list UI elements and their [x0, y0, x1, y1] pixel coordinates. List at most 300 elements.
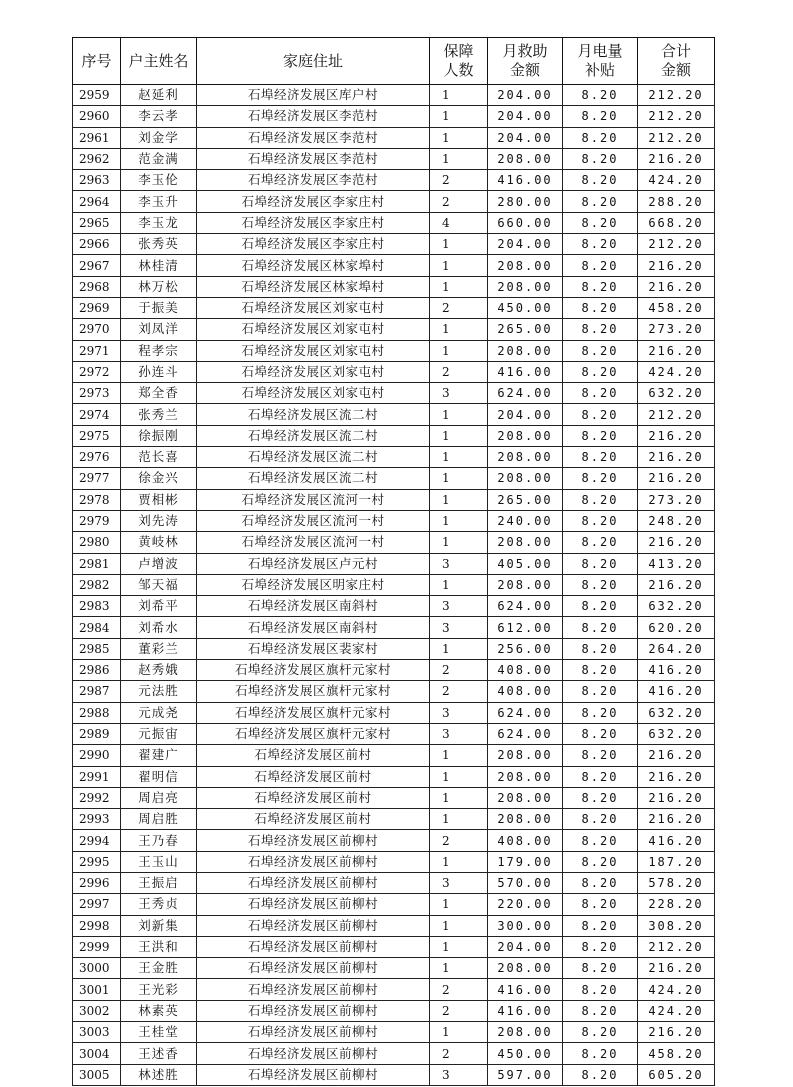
cell-total: 458.20	[638, 297, 715, 318]
cell-address: 石埠经济发展区林家埠村	[197, 255, 430, 276]
table-row	[73, 212, 715, 233]
cell-householder: 元法胜	[121, 681, 197, 702]
cell-power-subsidy: 8.20	[563, 830, 638, 851]
table-row	[73, 574, 715, 595]
cell-address: 石埠经济发展区流二村	[197, 425, 430, 446]
cell-total: 632.20	[638, 723, 715, 744]
cell-relief: 208.00	[488, 447, 563, 468]
cell-address: 石埠经济发展区前柳村	[197, 1064, 430, 1085]
cell-address: 石埠经济发展区前柳村	[197, 1043, 430, 1064]
cell-householder: 王乃春	[121, 830, 197, 851]
cell-address: 石埠经济发展区李家庄村	[197, 191, 430, 212]
cell-relief: 416.00	[488, 361, 563, 382]
cell-persons: 1	[430, 340, 488, 361]
cell-total: 458.20	[638, 1043, 715, 1064]
cell-total: 216.20	[638, 255, 715, 276]
table-row	[73, 617, 715, 638]
table-row	[73, 958, 715, 979]
cell-persons: 2	[430, 361, 488, 382]
cell-persons: 1	[430, 319, 488, 340]
cell-householder: 卢增波	[121, 553, 197, 574]
cell-relief: 208.00	[488, 340, 563, 361]
cell-total: 288.20	[638, 191, 715, 212]
cell-total: 668.20	[638, 212, 715, 233]
table-row	[73, 340, 715, 361]
cell-persons: 1	[430, 915, 488, 936]
cell-householder: 董彩兰	[121, 638, 197, 659]
cell-power-subsidy: 8.20	[563, 85, 638, 106]
cell-seq: 2993	[73, 809, 121, 830]
cell-householder: 赵秀娥	[121, 660, 197, 681]
cell-seq: 2997	[73, 894, 121, 915]
cell-total: 216.20	[638, 425, 715, 446]
cell-total: 212.20	[638, 234, 715, 255]
cell-householder: 刘希水	[121, 617, 197, 638]
table-row	[73, 447, 715, 468]
cell-persons: 1	[430, 510, 488, 531]
cell-relief: 208.00	[488, 787, 563, 808]
cell-power-subsidy: 8.20	[563, 702, 638, 723]
cell-persons: 1	[430, 447, 488, 468]
relief-table	[72, 37, 715, 1086]
cell-relief: 208.00	[488, 766, 563, 787]
cell-power-subsidy: 8.20	[563, 915, 638, 936]
cell-total: 187.20	[638, 851, 715, 872]
table-row	[73, 1064, 715, 1085]
cell-address: 石埠经济发展区前柳村	[197, 894, 430, 915]
cell-seq: 2981	[73, 553, 121, 574]
cell-householder: 刘金学	[121, 127, 197, 148]
cell-total: 216.20	[638, 766, 715, 787]
cell-seq: 2975	[73, 425, 121, 446]
cell-seq: 2962	[73, 148, 121, 169]
cell-total: 212.20	[638, 106, 715, 127]
cell-relief: 240.00	[488, 510, 563, 531]
cell-persons: 1	[430, 234, 488, 255]
cell-relief: 300.00	[488, 915, 563, 936]
cell-relief: 204.00	[488, 234, 563, 255]
table-row	[73, 489, 715, 510]
cell-seq: 3005	[73, 1064, 121, 1085]
cell-relief: 208.00	[488, 468, 563, 489]
cell-relief: 208.00	[488, 745, 563, 766]
table-row	[73, 1000, 715, 1021]
cell-householder: 周启胜	[121, 809, 197, 830]
table-row	[73, 766, 715, 787]
cell-seq: 2966	[73, 234, 121, 255]
table-row	[73, 361, 715, 382]
cell-seq: 2989	[73, 723, 121, 744]
cell-seq: 2971	[73, 340, 121, 361]
cell-seq: 2965	[73, 212, 121, 233]
cell-persons: 1	[430, 787, 488, 808]
cell-persons: 2	[430, 297, 488, 318]
header-seq: 序号	[73, 38, 121, 85]
cell-power-subsidy: 8.20	[563, 745, 638, 766]
cell-persons: 1	[430, 766, 488, 787]
table-row	[73, 894, 715, 915]
table-row	[73, 106, 715, 127]
cell-seq: 2996	[73, 872, 121, 893]
cell-persons: 1	[430, 936, 488, 957]
cell-relief: 624.00	[488, 596, 563, 617]
cell-seq: 2976	[73, 447, 121, 468]
cell-persons: 1	[430, 127, 488, 148]
cell-relief: 280.00	[488, 191, 563, 212]
cell-address: 石埠经济发展区旗杆元家村	[197, 702, 430, 723]
cell-total: 424.20	[638, 170, 715, 191]
cell-address: 石埠经济发展区刘家屯村	[197, 340, 430, 361]
cell-seq: 2985	[73, 638, 121, 659]
cell-address: 石埠经济发展区前柳村	[197, 1022, 430, 1043]
table-row	[73, 510, 715, 531]
cell-seq: 2987	[73, 681, 121, 702]
cell-seq: 3002	[73, 1000, 121, 1021]
cell-relief: 416.00	[488, 1000, 563, 1021]
cell-householder: 李玉伦	[121, 170, 197, 191]
header-total: 合计 金额	[638, 38, 715, 85]
cell-householder: 孙连斗	[121, 361, 197, 382]
cell-address: 石埠经济发展区旗杆元家村	[197, 723, 430, 744]
cell-persons: 2	[430, 681, 488, 702]
cell-relief: 208.00	[488, 276, 563, 297]
cell-persons: 1	[430, 148, 488, 169]
cell-householder: 张秀英	[121, 234, 197, 255]
cell-address: 石埠经济发展区李家庄村	[197, 212, 430, 233]
cell-relief: 405.00	[488, 553, 563, 574]
cell-address: 石埠经济发展区前村	[197, 809, 430, 830]
cell-householder: 林万松	[121, 276, 197, 297]
cell-householder: 李玉升	[121, 191, 197, 212]
table-body	[73, 85, 715, 1086]
cell-address: 石埠经济发展区刘家屯村	[197, 297, 430, 318]
cell-total: 216.20	[638, 447, 715, 468]
cell-seq: 3003	[73, 1022, 121, 1043]
cell-relief: 570.00	[488, 872, 563, 893]
cell-seq: 2980	[73, 532, 121, 553]
cell-power-subsidy: 8.20	[563, 532, 638, 553]
cell-relief: 220.00	[488, 894, 563, 915]
cell-power-subsidy: 8.20	[563, 872, 638, 893]
cell-address: 石埠经济发展区前柳村	[197, 851, 430, 872]
cell-relief: 179.00	[488, 851, 563, 872]
cell-total: 216.20	[638, 468, 715, 489]
cell-householder: 李云孝	[121, 106, 197, 127]
table-header	[73, 38, 715, 85]
cell-power-subsidy: 8.20	[563, 809, 638, 830]
cell-power-subsidy: 8.20	[563, 255, 638, 276]
cell-power-subsidy: 8.20	[563, 851, 638, 872]
cell-householder: 徐振刚	[121, 425, 197, 446]
cell-persons: 3	[430, 723, 488, 744]
cell-total: 424.20	[638, 979, 715, 1000]
cell-persons: 3	[430, 702, 488, 723]
cell-total: 632.20	[638, 596, 715, 617]
cell-householder: 邹天福	[121, 574, 197, 595]
cell-seq: 2986	[73, 660, 121, 681]
cell-total: 308.20	[638, 915, 715, 936]
table-row	[73, 425, 715, 446]
cell-address: 石埠经济发展区刘家屯村	[197, 383, 430, 404]
cell-householder: 林素英	[121, 1000, 197, 1021]
table-row	[73, 830, 715, 851]
cell-householder: 王金胜	[121, 958, 197, 979]
cell-persons: 1	[430, 276, 488, 297]
header-relief: 月救助 金额	[488, 38, 563, 85]
cell-address: 石埠经济发展区流河一村	[197, 510, 430, 531]
cell-persons: 2	[430, 979, 488, 1000]
cell-seq: 2992	[73, 787, 121, 808]
cell-address: 石埠经济发展区流河一村	[197, 532, 430, 553]
cell-seq: 2974	[73, 404, 121, 425]
table-row	[73, 532, 715, 553]
table-row	[73, 936, 715, 957]
cell-relief: 204.00	[488, 404, 563, 425]
cell-relief: 204.00	[488, 106, 563, 127]
cell-address: 石埠经济发展区裴家村	[197, 638, 430, 659]
cell-persons: 2	[430, 191, 488, 212]
cell-power-subsidy: 8.20	[563, 638, 638, 659]
header-name: 户主姓名	[121, 38, 197, 85]
cell-power-subsidy: 8.20	[563, 596, 638, 617]
cell-relief: 208.00	[488, 425, 563, 446]
cell-householder: 贾相彬	[121, 489, 197, 510]
cell-persons: 1	[430, 745, 488, 766]
cell-relief: 624.00	[488, 702, 563, 723]
cell-relief: 408.00	[488, 830, 563, 851]
cell-power-subsidy: 8.20	[563, 681, 638, 702]
cell-power-subsidy: 8.20	[563, 340, 638, 361]
cell-seq: 2978	[73, 489, 121, 510]
cell-address: 石埠经济发展区前柳村	[197, 872, 430, 893]
cell-address: 石埠经济发展区李家庄村	[197, 234, 430, 255]
cell-total: 212.20	[638, 85, 715, 106]
table-row	[73, 1022, 715, 1043]
cell-total: 216.20	[638, 809, 715, 830]
cell-power-subsidy: 8.20	[563, 936, 638, 957]
cell-total: 212.20	[638, 936, 715, 957]
cell-relief: 416.00	[488, 170, 563, 191]
cell-power-subsidy: 8.20	[563, 234, 638, 255]
cell-relief: 597.00	[488, 1064, 563, 1085]
cell-householder: 刘新集	[121, 915, 197, 936]
cell-householder: 翟明信	[121, 766, 197, 787]
cell-address: 石埠经济发展区刘家屯村	[197, 319, 430, 340]
cell-seq: 2963	[73, 170, 121, 191]
table-row	[73, 702, 715, 723]
cell-total: 424.20	[638, 361, 715, 382]
cell-power-subsidy: 8.20	[563, 127, 638, 148]
cell-seq: 2990	[73, 745, 121, 766]
cell-address: 石埠经济发展区李范村	[197, 106, 430, 127]
cell-seq: 2979	[73, 510, 121, 531]
table-row	[73, 255, 715, 276]
cell-persons: 1	[430, 468, 488, 489]
cell-total: 273.20	[638, 489, 715, 510]
cell-seq: 2998	[73, 915, 121, 936]
cell-relief: 408.00	[488, 660, 563, 681]
cell-total: 578.20	[638, 872, 715, 893]
cell-power-subsidy: 8.20	[563, 894, 638, 915]
table-row	[73, 148, 715, 169]
table-row	[73, 638, 715, 659]
cell-seq: 2964	[73, 191, 121, 212]
cell-householder: 郑全香	[121, 383, 197, 404]
cell-seq: 2967	[73, 255, 121, 276]
cell-householder: 王光彩	[121, 979, 197, 1000]
cell-householder: 翟建广	[121, 745, 197, 766]
table-row	[73, 915, 715, 936]
cell-total: 216.20	[638, 340, 715, 361]
cell-seq: 2994	[73, 830, 121, 851]
cell-seq: 2960	[73, 106, 121, 127]
cell-householder: 于振美	[121, 297, 197, 318]
cell-address: 石埠经济发展区库户村	[197, 85, 430, 106]
cell-total: 273.20	[638, 319, 715, 340]
cell-power-subsidy: 8.20	[563, 191, 638, 212]
cell-total: 216.20	[638, 532, 715, 553]
cell-relief: 416.00	[488, 979, 563, 1000]
cell-householder: 范金满	[121, 148, 197, 169]
cell-power-subsidy: 8.20	[563, 468, 638, 489]
cell-relief: 265.00	[488, 489, 563, 510]
cell-total: 216.20	[638, 787, 715, 808]
cell-persons: 1	[430, 1022, 488, 1043]
cell-persons: 1	[430, 958, 488, 979]
table-row	[73, 191, 715, 212]
table-row	[73, 681, 715, 702]
table-row	[73, 170, 715, 191]
cell-persons: 1	[430, 85, 488, 106]
cell-seq: 2969	[73, 297, 121, 318]
cell-power-subsidy: 8.20	[563, 787, 638, 808]
cell-total: 416.20	[638, 830, 715, 851]
cell-total: 228.20	[638, 894, 715, 915]
cell-persons: 2	[430, 1000, 488, 1021]
cell-householder: 徐金兴	[121, 468, 197, 489]
cell-relief: 208.00	[488, 255, 563, 276]
cell-persons: 3	[430, 1064, 488, 1085]
table-row	[73, 723, 715, 744]
cell-total: 632.20	[638, 383, 715, 404]
cell-householder: 林桂清	[121, 255, 197, 276]
header-address: 家庭住址	[197, 38, 430, 85]
cell-address: 石埠经济发展区前村	[197, 745, 430, 766]
cell-power-subsidy: 8.20	[563, 170, 638, 191]
cell-seq: 2995	[73, 851, 121, 872]
table-row	[73, 1043, 715, 1064]
cell-persons: 1	[430, 532, 488, 553]
cell-power-subsidy: 8.20	[563, 660, 638, 681]
cell-total: 216.20	[638, 276, 715, 297]
table-row	[73, 851, 715, 872]
cell-relief: 450.00	[488, 297, 563, 318]
cell-seq: 2982	[73, 574, 121, 595]
cell-power-subsidy: 8.20	[563, 1022, 638, 1043]
cell-power-subsidy: 8.20	[563, 148, 638, 169]
cell-persons: 3	[430, 553, 488, 574]
table-row	[73, 127, 715, 148]
cell-total: 424.20	[638, 1000, 715, 1021]
cell-relief: 208.00	[488, 574, 563, 595]
cell-address: 石埠经济发展区前村	[197, 766, 430, 787]
cell-relief: 208.00	[488, 532, 563, 553]
cell-householder: 王桂堂	[121, 1022, 197, 1043]
cell-relief: 660.00	[488, 212, 563, 233]
cell-address: 石埠经济发展区旗杆元家村	[197, 660, 430, 681]
cell-persons: 3	[430, 383, 488, 404]
cell-power-subsidy: 8.20	[563, 1064, 638, 1085]
cell-persons: 4	[430, 212, 488, 233]
cell-total: 212.20	[638, 404, 715, 425]
cell-seq: 2988	[73, 702, 121, 723]
cell-power-subsidy: 8.20	[563, 425, 638, 446]
cell-power-subsidy: 8.20	[563, 617, 638, 638]
cell-address: 石埠经济发展区前柳村	[197, 830, 430, 851]
cell-power-subsidy: 8.20	[563, 383, 638, 404]
table-row	[73, 404, 715, 425]
cell-address: 石埠经济发展区李范村	[197, 127, 430, 148]
cell-power-subsidy: 8.20	[563, 1000, 638, 1021]
cell-householder: 王玉山	[121, 851, 197, 872]
cell-relief: 208.00	[488, 809, 563, 830]
cell-address: 石埠经济发展区卢元村	[197, 553, 430, 574]
table-row	[73, 979, 715, 1000]
cell-total: 216.20	[638, 958, 715, 979]
cell-address: 石埠经济发展区前柳村	[197, 979, 430, 1000]
cell-persons: 1	[430, 425, 488, 446]
cell-power-subsidy: 8.20	[563, 447, 638, 468]
table-row	[73, 234, 715, 255]
cell-householder: 刘希平	[121, 596, 197, 617]
document-sheet	[72, 37, 714, 1086]
cell-power-subsidy: 8.20	[563, 212, 638, 233]
cell-householder: 刘凤洋	[121, 319, 197, 340]
table-row	[73, 745, 715, 766]
cell-householder: 李玉龙	[121, 212, 197, 233]
cell-seq: 2972	[73, 361, 121, 382]
cell-relief: 624.00	[488, 723, 563, 744]
cell-seq: 2983	[73, 596, 121, 617]
cell-total: 216.20	[638, 574, 715, 595]
cell-relief: 256.00	[488, 638, 563, 659]
cell-householder: 张秀兰	[121, 404, 197, 425]
cell-persons: 2	[430, 1043, 488, 1064]
cell-relief: 208.00	[488, 148, 563, 169]
table-row	[73, 85, 715, 106]
cell-total: 605.20	[638, 1064, 715, 1085]
cell-power-subsidy: 8.20	[563, 979, 638, 1000]
cell-address: 石埠经济发展区前村	[197, 787, 430, 808]
cell-householder: 王洪和	[121, 936, 197, 957]
cell-address: 石埠经济发展区前柳村	[197, 936, 430, 957]
cell-address: 石埠经济发展区明家庄村	[197, 574, 430, 595]
cell-relief: 208.00	[488, 1022, 563, 1043]
cell-power-subsidy: 8.20	[563, 106, 638, 127]
cell-address: 石埠经济发展区流二村	[197, 447, 430, 468]
cell-power-subsidy: 8.20	[563, 276, 638, 297]
cell-relief: 265.00	[488, 319, 563, 340]
cell-power-subsidy: 8.20	[563, 361, 638, 382]
cell-relief: 612.00	[488, 617, 563, 638]
header-power-subsidy: 月电量 补贴	[563, 38, 638, 85]
table-row	[73, 276, 715, 297]
cell-power-subsidy: 8.20	[563, 319, 638, 340]
cell-power-subsidy: 8.20	[563, 1043, 638, 1064]
cell-persons: 2	[430, 170, 488, 191]
cell-power-subsidy: 8.20	[563, 766, 638, 787]
cell-seq: 2959	[73, 85, 121, 106]
